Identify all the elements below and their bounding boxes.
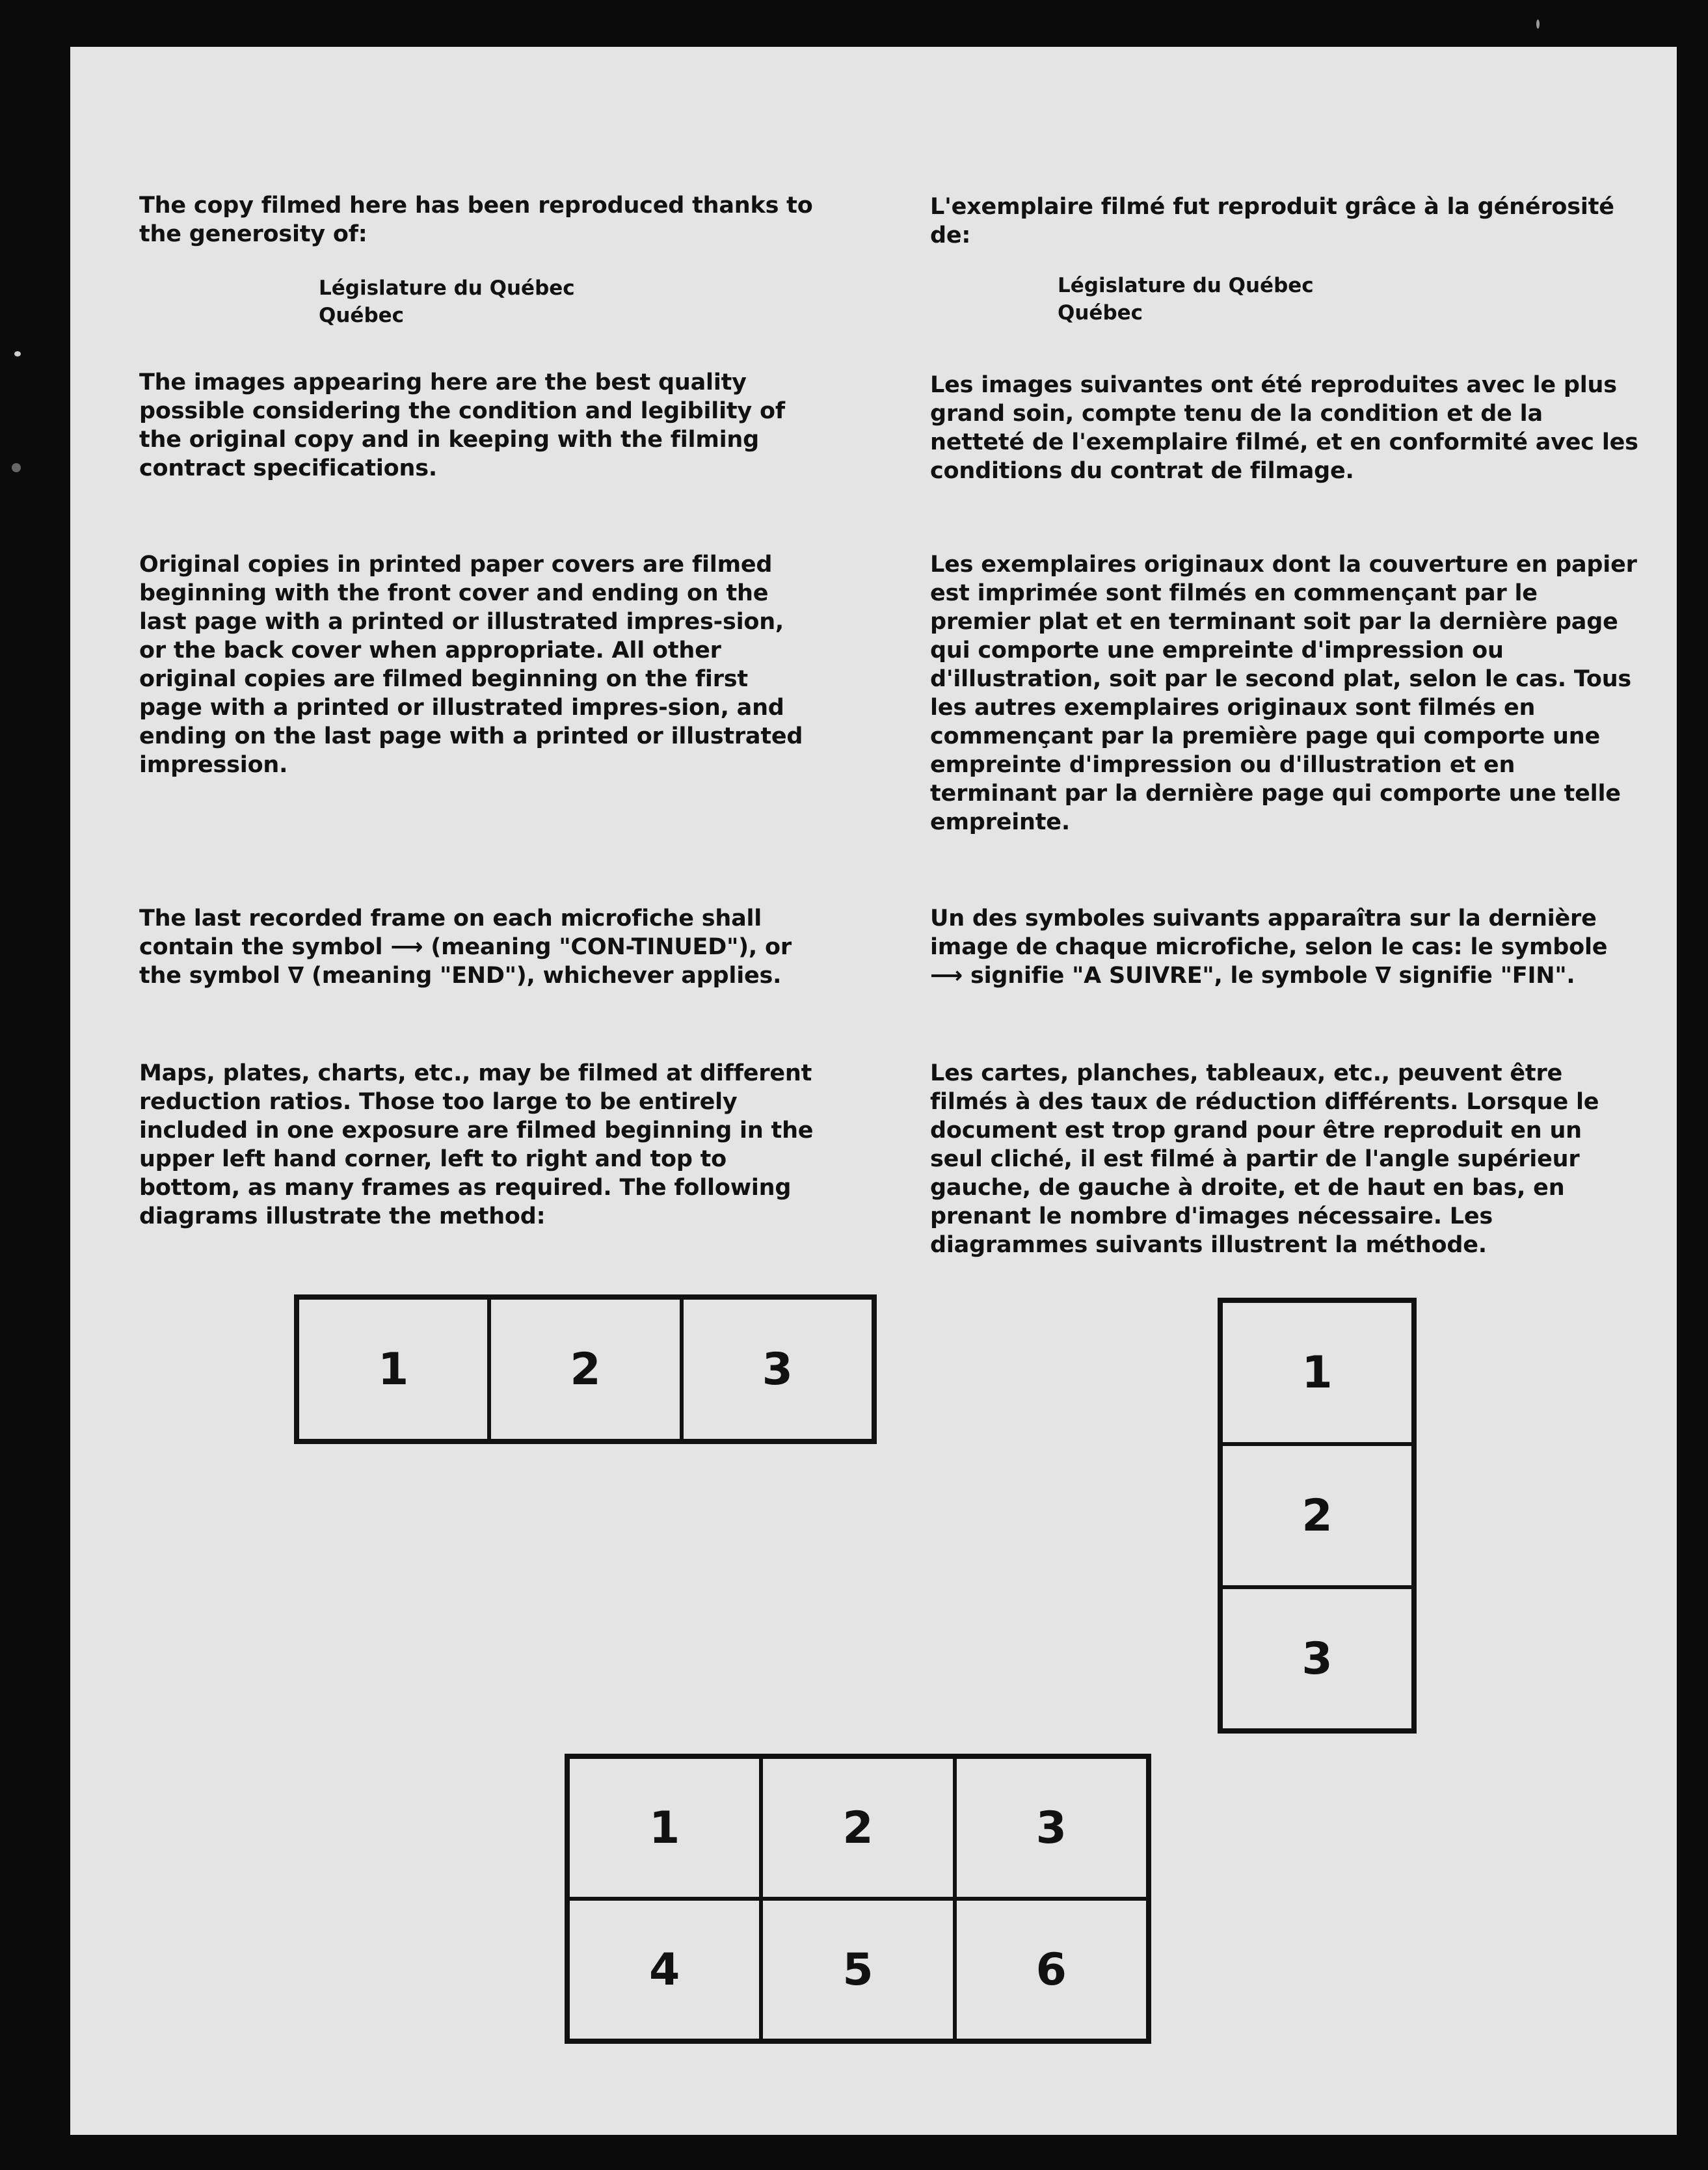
en-filming-order: Original copies in printed paper covers are filmed beginning with the front cover and ending on the last page with a printed or illustrated impres-sion, or the back cover when appropriate. All other original copies are filmed beginning on the first page with a printed or illustrated impres-sion, and ending on the last page with a printed or illustrated impression. — [139, 552, 803, 778]
frame-cell: 5 — [761, 1899, 954, 2041]
vertical-frames-diagram — [1218, 1298, 1417, 1734]
scan-speck — [1536, 20, 1540, 29]
scan-speck — [14, 351, 21, 356]
en-quality-note: The images appearing here are the best quality possible considering the condition and legibility of the original copy and in keeping with the filming contract specifications. — [139, 369, 785, 481]
horizontal-frames-diagram — [294, 1294, 877, 1444]
frame-cell: 2 — [761, 1757, 954, 1899]
en-reduction-note: Maps, plates, charts, etc., may be filmed at different reduction ratios. Those too large to be entirely included in one exposure are filmed beginning in the upper left hand corner, left to right and top to bottom, as many frames as required. The following diagrams illustrate the method: — [139, 1060, 814, 1229]
en-source-institution: Législature du Québec — [319, 276, 575, 300]
en-acknowledgement: The copy filmed here has been reproduced thanks to the generosity of: — [139, 193, 813, 247]
en-source-city: Québec — [319, 304, 405, 327]
frame-cell: 6 — [955, 1899, 1148, 2041]
fr-source — [1058, 272, 1314, 327]
en-symbol-note: The last recorded frame on each microfiche shall contain the symbol ⟶ (meaning "CON-TINUED"), or the symbol ∇ (meaning "END"), whichever applies. — [139, 905, 792, 989]
fr-quality-note: Les images suivantes ont été reproduites avec le plus grand soin, compte tenu de la condition et de la netteté de l'exemplaire filmé, et en conformité avec les conditions du contrat de filmage. — [930, 372, 1638, 484]
frame-cell: 2 — [1221, 1444, 1413, 1587]
scan-speck — [12, 463, 21, 472]
frame-cell: 2 — [489, 1298, 681, 1441]
fr-filming-order: Les exemplaires originaux dont la couverture en papier est imprimée sont filmés en commençant par le premier plat et en terminant soit par la dernière page qui comporte une empreinte d'impression ou d'illustration, soit par le second plat, selon le cas. Tous les autres exemplaires originaux sont filmés en commençant par la première page qui comporte une empreinte d'impression ou d'illustration et en terminant par la dernière page qui comporte une telle empreinte. — [930, 552, 1637, 835]
frame-cell: 3 — [682, 1298, 874, 1441]
fr-reduction-note: Les cartes, planches, tableaux, etc., peuvent être filmés à des taux de réduction différents. Lorsque le document est trop grand pour être reproduit en un seul cliché, il est filmé à partir de l'angle supérieur gauche, de gauche à droite, et de haut en bas, en prenant le nombre d'images nécessaire. Les diagrammes suivants illustrent la méthode. — [930, 1060, 1599, 1258]
fr-symbol-note: Un des symboles suivants apparaîtra sur la dernière image de chaque microfiche, selon le cas: le symbole ⟶ signifie "A SUIVRE", le symbole ∇ signifie "FIN". — [930, 905, 1608, 989]
frame-cell: 1 — [297, 1298, 489, 1441]
fr-source-institution: Législature du Québec — [1058, 274, 1314, 297]
grid-frames-diagram — [565, 1754, 1151, 2044]
frame-cell: 3 — [1221, 1587, 1413, 1730]
frame-cell: 1 — [568, 1757, 761, 1899]
frame-cell: 1 — [1221, 1301, 1413, 1444]
en-source — [319, 275, 575, 329]
fr-source-city: Québec — [1058, 301, 1143, 325]
fr-acknowledgement: L'exemplaire filmé fut reproduit grâce à la générosité de: — [930, 194, 1614, 248]
frame-cell: 4 — [568, 1899, 761, 2041]
frame-cell: 3 — [955, 1757, 1148, 1899]
